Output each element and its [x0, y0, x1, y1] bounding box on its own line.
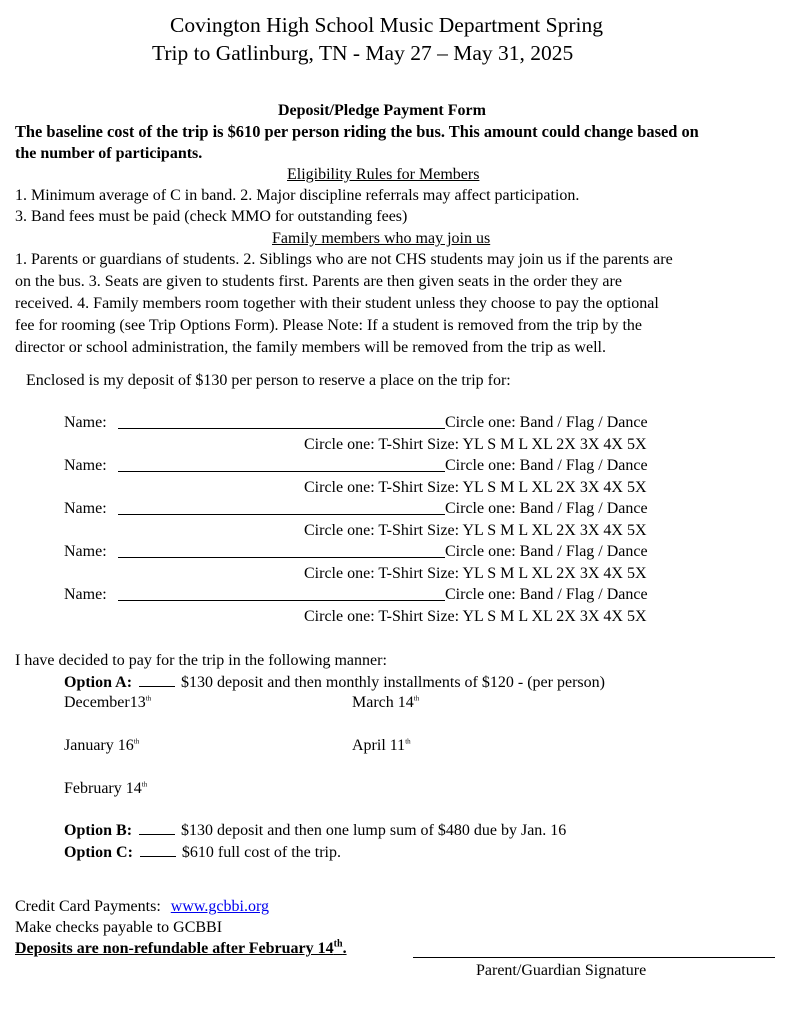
checks-payable: Make checks payable to GCBBI [15, 919, 223, 936]
option-b-label: Option B: [64, 822, 133, 839]
option-c-blank[interactable] [140, 843, 176, 857]
date-january: January 16th [64, 737, 140, 754]
date-april: April 11th [352, 737, 411, 754]
shirt-size-choice-2[interactable]: Circle one: T-Shirt Size: YL S M L XL 2X 3X 4X 5X [304, 479, 647, 496]
group-choice-5[interactable]: Circle one: Band / Flag / Dance [445, 586, 648, 603]
enclosed-deposit-text: Enclosed is my deposit of $130 per person to reserve a place on the trip for: [26, 372, 511, 389]
option-c-label: Option C: [64, 844, 133, 861]
baseline-cost-line2: the number of participants. [15, 145, 203, 162]
name-label: Name: [64, 586, 107, 603]
option-b-text: $130 deposit and then one lump sum of $480 due by Jan. 16 [181, 822, 567, 839]
shirt-size-choice-4[interactable]: Circle one: T-Shirt Size: YL S M L XL 2X 3X 4X 5X [304, 565, 647, 582]
page-title-line1: Covington High School Music Department Spring [170, 13, 603, 37]
option-a [64, 673, 605, 692]
option-a-blank[interactable] [139, 673, 175, 687]
option-b-blank[interactable] [139, 821, 175, 835]
shirt-size-choice-1[interactable]: Circle one: T-Shirt Size: YL S M L XL 2X 3X 4X 5X [304, 436, 647, 453]
group-choice-2[interactable]: Circle one: Band / Flag / Dance [445, 457, 648, 474]
name-label: Name: [64, 414, 107, 431]
family-heading: Family members who may join us [272, 230, 491, 247]
name-label: Name: [64, 500, 107, 517]
page-title-line2: Trip to Gatlinburg, TN - May 27 – May 31, 2025 [152, 41, 574, 65]
name-field-4[interactable] [118, 557, 445, 558]
name-field-5[interactable] [118, 600, 445, 601]
date-march: March 14th [352, 694, 420, 711]
family-line-5: director or school administration, the family members will be removed from the trip as well. [15, 339, 606, 356]
form-heading: Deposit/Pledge Payment Form [278, 102, 486, 119]
name-field-3[interactable] [118, 514, 445, 515]
name-label: Name: [64, 457, 107, 474]
nonrefundable-notice: Deposits are non-refundable after February 14th. [15, 938, 347, 957]
name-field-2[interactable] [118, 471, 445, 472]
option-c-text: $610 full cost of the trip. [181, 844, 341, 861]
eligibility-heading: Eligibility Rules for Members [287, 166, 480, 183]
family-line-1: 1. Parents or guardians of students. 2. Siblings who are not CHS students may join us if the parents are [15, 251, 673, 268]
shirt-size-choice-3[interactable]: Circle one: T-Shirt Size: YL S M L XL 2X 3X 4X 5X [304, 522, 647, 539]
shirt-size-choice-5[interactable]: Circle one: T-Shirt Size: YL S M L XL 2X 3X 4X 5X [304, 608, 647, 625]
credit-card-payments [15, 897, 269, 916]
family-line-3: received. 4. Family members room together with their student unless they choose to pay the optional [15, 295, 659, 312]
credit-card-label: Credit Card Payments: [15, 898, 161, 915]
name-field-1[interactable] [118, 428, 445, 429]
eligibility-line1: 1. Minimum average of C in band. 2. Major discipline referrals may affect participation. [15, 187, 580, 204]
group-choice-3[interactable]: Circle one: Band / Flag / Dance [445, 500, 648, 517]
option-c [64, 843, 341, 862]
signature-label: Parent/Guardian Signature [476, 962, 647, 979]
signature-line[interactable] [413, 957, 775, 958]
group-choice-4[interactable]: Circle one: Band / Flag / Dance [445, 543, 648, 560]
payment-website-link[interactable]: www.gcbbi.org [170, 898, 269, 915]
option-a-label: Option A: [64, 674, 133, 691]
family-line-4: fee for rooming (see Trip Options Form). Please Note: If a student is removed from the trip by the [15, 317, 642, 334]
date-december: December13th [64, 694, 152, 711]
baseline-cost-line1: The baseline cost of the trip is $610 per person riding the bus. This amount could change based on [15, 122, 699, 141]
eligibility-line2: 3. Band fees must be paid (check MMO for outstanding fees) [15, 208, 408, 225]
option-b [64, 821, 566, 840]
name-label: Name: [64, 543, 107, 560]
payment-intro: I have decided to pay for the trip in the following manner: [15, 652, 387, 669]
option-a-text: $130 deposit and then monthly installments of $120 - (per person) [181, 674, 605, 691]
family-line-2: on the bus. 3. Seats are given to students first. Parents are then given seats in the order they are [15, 273, 622, 290]
group-choice-1[interactable]: Circle one: Band / Flag / Dance [445, 414, 648, 431]
date-february: February 14th [64, 780, 148, 797]
